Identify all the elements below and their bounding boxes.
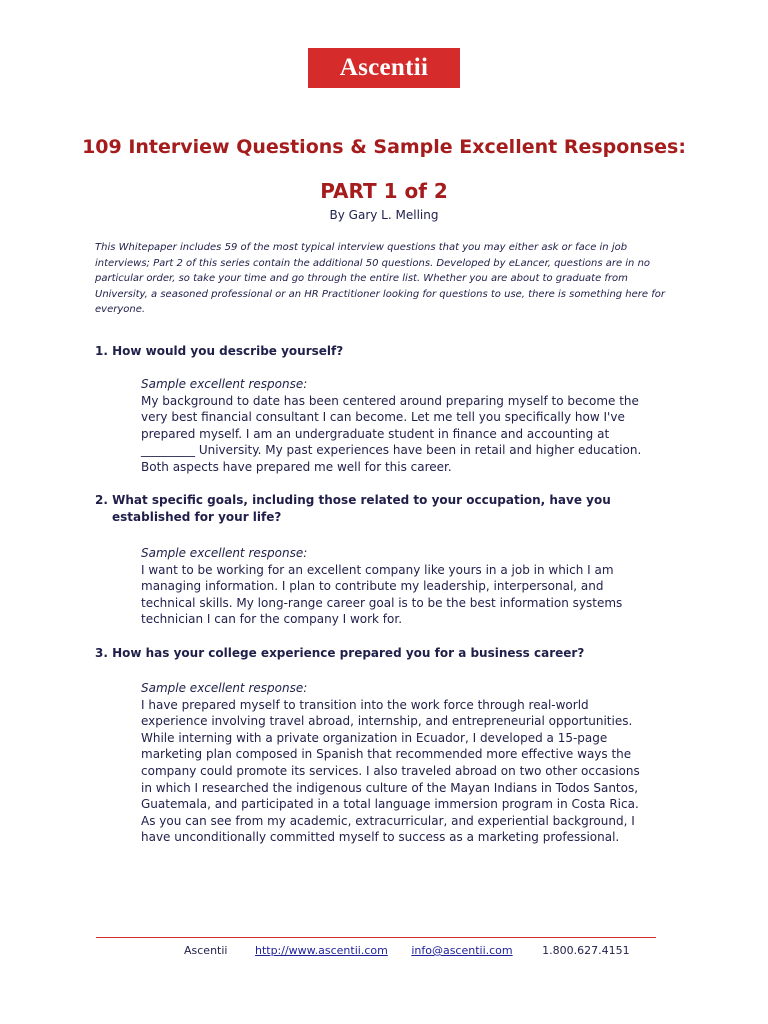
author-byline: By Gary L. Melling	[329, 208, 439, 222]
logo-container	[0, 48, 768, 88]
part-heading: PART 1 of 2	[320, 179, 448, 203]
footer-company: Ascentii	[184, 944, 228, 957]
footer-phone: 1.800.627.4151	[542, 944, 630, 957]
response-label: Sample excellent response:	[141, 681, 308, 695]
response-3	[141, 680, 646, 846]
footer-website-link[interactable]: http://www.ascentii.com	[254, 944, 388, 957]
response-text: I want to be working for an excellent company like yours in a job in which I am managing information. I plan to contribute my leadership, interpersonal, and technical skills. My long-range career goal is to be the best information systems technician I can for the company I work for.	[141, 562, 623, 627]
footer-divider	[96, 937, 656, 938]
response-text: My background to date has been centered around preparing myself to become the very best financial consultant I can become. Let me tell you specifically how I've prepared myself. I am an undergraduate student in finance and accounting at _________ University. My past experiences have been in retail and higher education. Both aspects have prepared me well for this career.	[141, 393, 642, 474]
response-2	[141, 545, 646, 628]
response-text: I have prepared myself to transition into the work force through real-world experience involving travel abroad, internship, and entrepreneurial opportunities. While interning with a private organization in Ecuador, I developed a 15-page marketing plan composed in Spanish that recommended more effective ways the company could promote its services. I also traveled abroad on two other occasions in which I researched the indigenous culture of the Mayan Indians in Todos Santos, Guatemala, and participated in a total language immersion program in Costa Rica. As you can see from my academic, extracurricular, and experiential background, I have unconditionally committed myself to success as a marketing professional.	[141, 697, 640, 845]
footer	[184, 944, 644, 957]
footer-email-link[interactable]: info@ascentii.com	[411, 944, 513, 957]
response-label: Sample excellent response:	[141, 546, 308, 560]
response-1	[141, 376, 646, 476]
ascentii-logo: Ascentii	[308, 48, 460, 88]
question-1: 1. How would you describe yourself?	[95, 344, 344, 358]
question-3: 3. How has your college experience prepared you for a business career?	[95, 646, 585, 660]
document-title: 109 Interview Questions & Sample Excellent Responses:	[82, 136, 686, 158]
intro-paragraph: This Whitepaper includes 59 of the most typical interview questions that you may either ask or face in job interviews; Part 2 of this series contain the additional 50 questions. Developed by eLancer, questions are in no particular order, so take your time and go through the entire list. Whether you are about to graduate from University, a seasoned professional or an HR Practitioner looking for questions to use, there is something here for everyone.	[95, 242, 665, 315]
question-2: 2. What specific goals, including those related to your occupation, have you established for your life?	[95, 493, 611, 524]
response-label: Sample excellent response:	[141, 377, 308, 391]
